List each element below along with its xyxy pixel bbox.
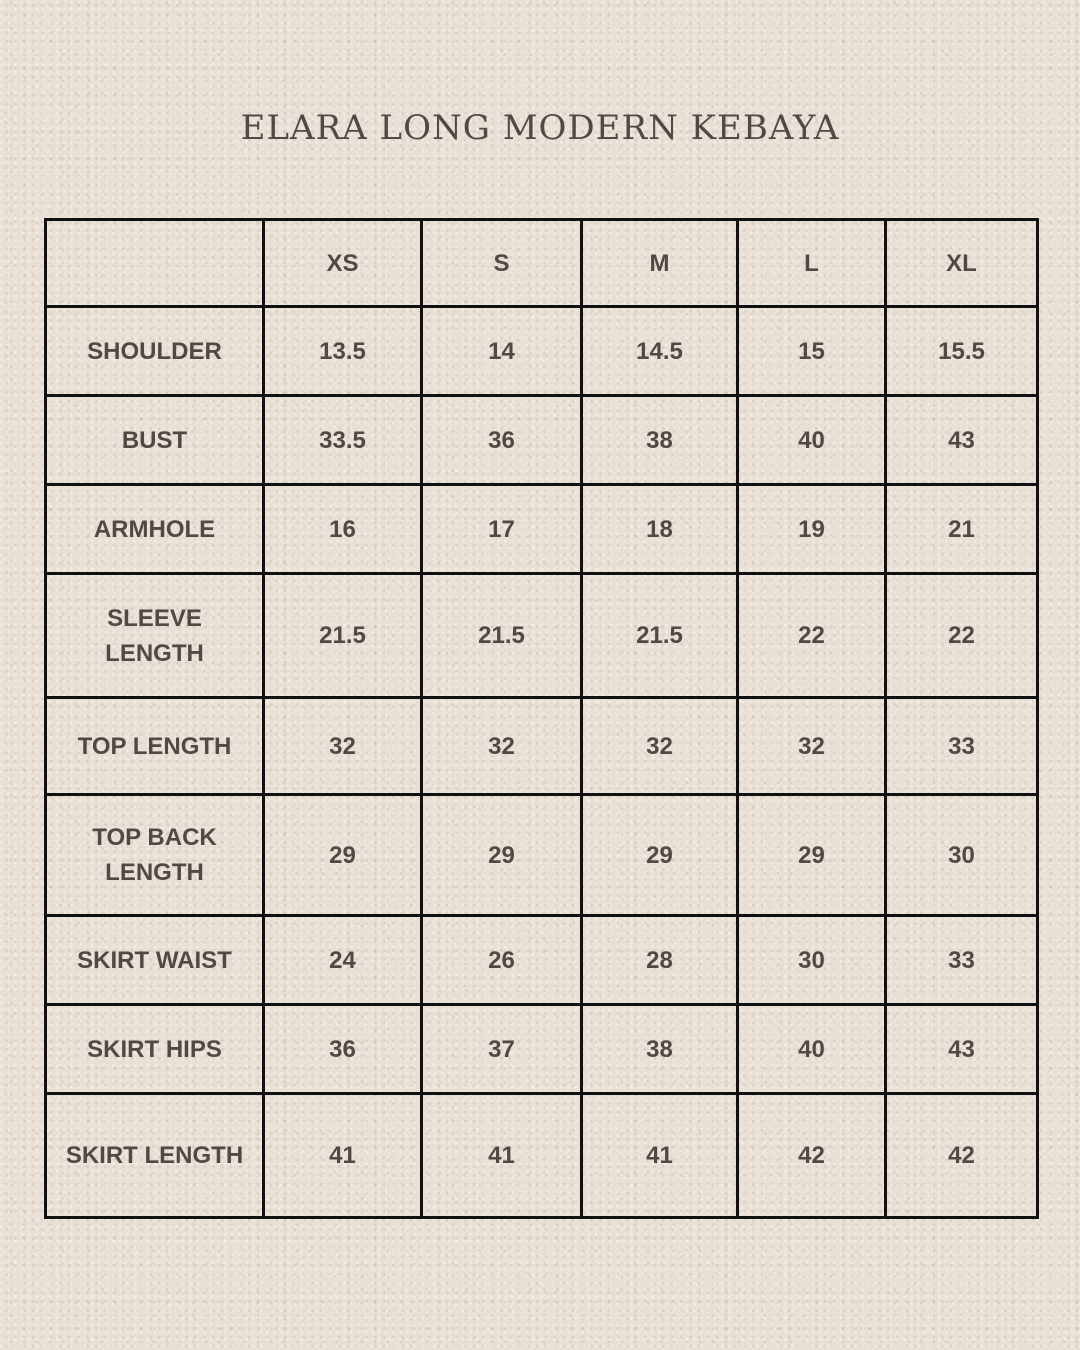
table-cell: 32 [738, 698, 886, 795]
table-cell: 33 [886, 698, 1038, 795]
row-label: SKIRT HIPS [46, 1005, 264, 1094]
table-row [46, 1094, 1038, 1218]
table-row [46, 307, 1038, 396]
table-cell: 38 [582, 1005, 738, 1094]
table-cell: 21 [886, 485, 1038, 574]
size-header-xs: XS [264, 220, 422, 307]
table-cell: 42 [738, 1094, 886, 1218]
table-row [46, 1005, 1038, 1094]
table-cell: 32 [264, 698, 422, 795]
table-cell: 36 [264, 1005, 422, 1094]
table-cell: 21.5 [582, 574, 738, 698]
table-cell: 14 [422, 307, 582, 396]
table-cell: 22 [886, 574, 1038, 698]
size-header-xl: XL [886, 220, 1038, 307]
table-cell: 33 [886, 916, 1038, 1005]
table-cell: 43 [886, 1005, 1038, 1094]
table-cell: 30 [886, 795, 1038, 916]
row-label: TOP LENGTH [46, 698, 264, 795]
table-cell: 21.5 [422, 574, 582, 698]
table-cell: 14.5 [582, 307, 738, 396]
table-cell: 41 [582, 1094, 738, 1218]
size-header-m: M [582, 220, 738, 307]
table-row [46, 795, 1038, 916]
table-cell: 43 [886, 396, 1038, 485]
table-row [46, 396, 1038, 485]
table-cell: 22 [738, 574, 886, 698]
table-cell: 33.5 [264, 396, 422, 485]
table-cell: 37 [422, 1005, 582, 1094]
table-cell: 40 [738, 396, 886, 485]
table-cell: 29 [738, 795, 886, 916]
table-cell: 40 [738, 1005, 886, 1094]
row-label: SKIRT LENGTH [46, 1094, 264, 1218]
table-cell: 26 [422, 916, 582, 1005]
size-chart-table [44, 218, 1039, 1219]
table-cell: 36 [422, 396, 582, 485]
table-cell: 30 [738, 916, 886, 1005]
table-cell: 17 [422, 485, 582, 574]
row-label: SKIRT WAIST [46, 916, 264, 1005]
table-cell: 16 [264, 485, 422, 574]
row-label: ARMHOLE [46, 485, 264, 574]
table-cell: 29 [264, 795, 422, 916]
table-cell: 29 [422, 795, 582, 916]
table-row [46, 574, 1038, 698]
table-cell: 15.5 [886, 307, 1038, 396]
table-cell: 32 [422, 698, 582, 795]
table-cell: 15 [738, 307, 886, 396]
table-cell: 42 [886, 1094, 1038, 1218]
table-cell: 41 [264, 1094, 422, 1218]
header-row [46, 220, 1038, 307]
table-cell: 19 [738, 485, 886, 574]
table-cell: 32 [582, 698, 738, 795]
row-label: SLEEVE LENGTH [46, 574, 264, 698]
table-cell: 24 [264, 916, 422, 1005]
row-label: SHOULDER [46, 307, 264, 396]
table-row [46, 698, 1038, 795]
table-cell: 13.5 [264, 307, 422, 396]
table-cell: 18 [582, 485, 738, 574]
row-label: BUST [46, 396, 264, 485]
table-cell: 29 [582, 795, 738, 916]
table-cell: 21.5 [264, 574, 422, 698]
table-row [46, 485, 1038, 574]
size-header-l: L [738, 220, 886, 307]
size-header-s: S [422, 220, 582, 307]
table-cell: 41 [422, 1094, 582, 1218]
table-cell: 28 [582, 916, 738, 1005]
table-cell: 38 [582, 396, 738, 485]
page-title: ELARA LONG MODERN KEBAYA [240, 108, 840, 148]
row-label: TOP BACK LENGTH [46, 795, 264, 916]
table-row [46, 916, 1038, 1005]
corner-cell [46, 220, 264, 307]
